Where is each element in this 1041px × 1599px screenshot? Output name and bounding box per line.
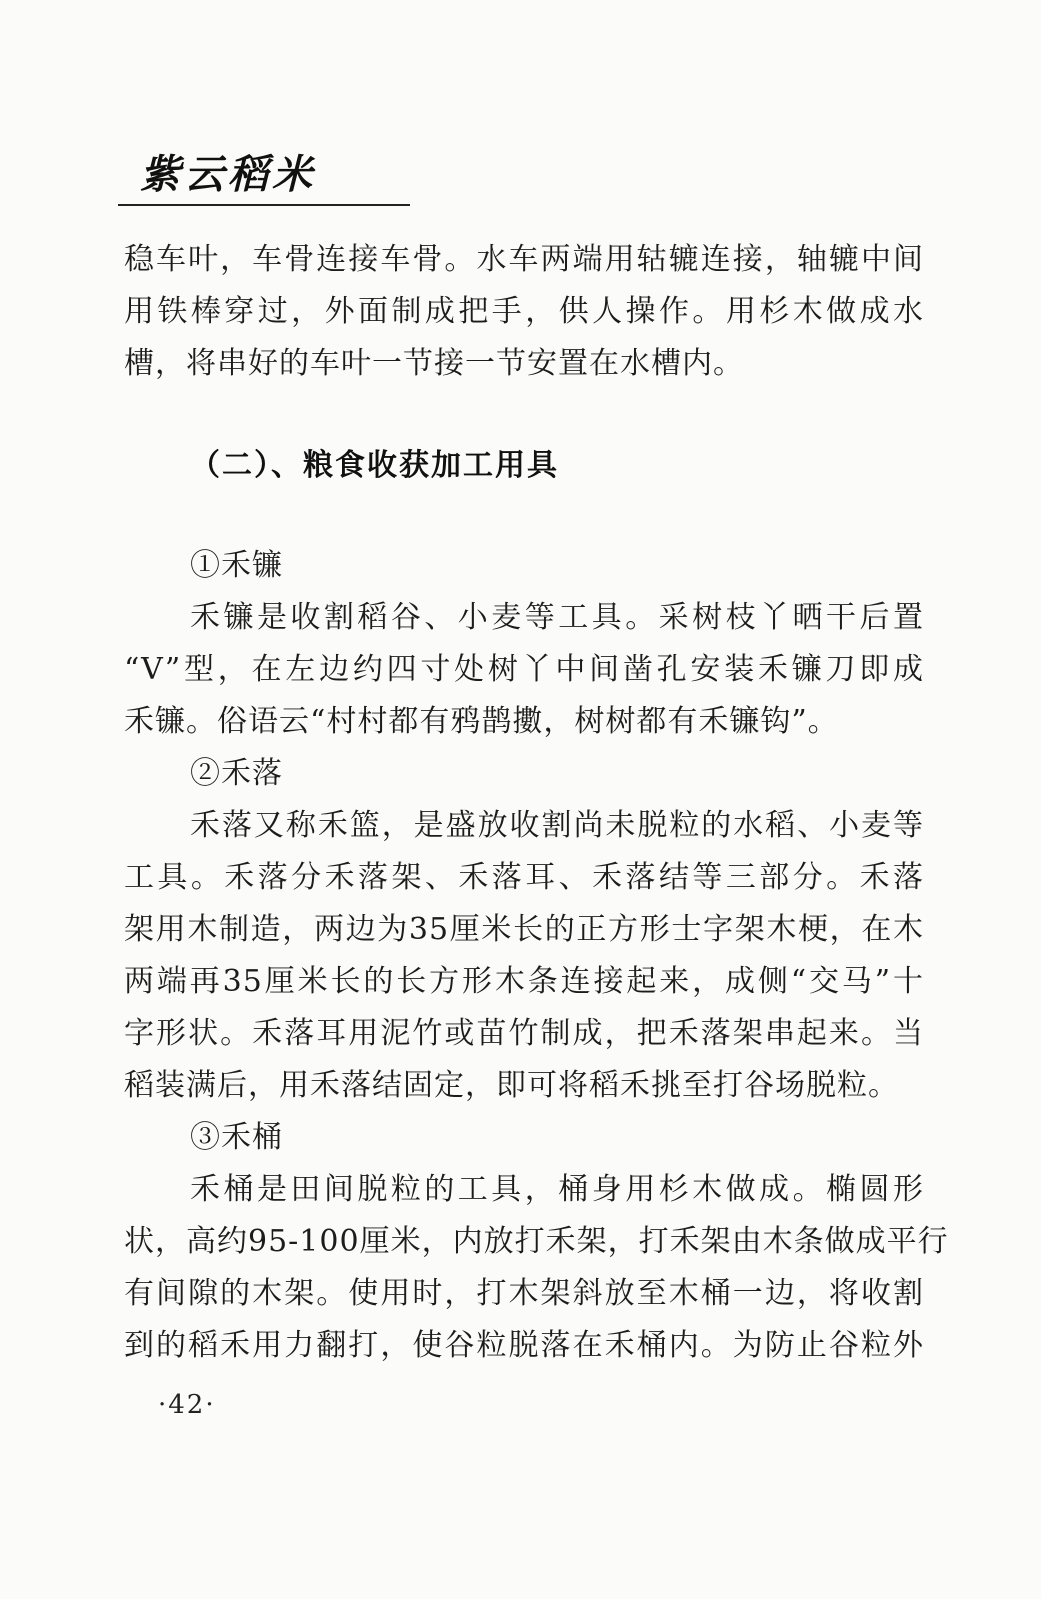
section-heading: （二）、粮食收获加工用具	[190, 448, 559, 483]
text-line: 架用木制造，两边为35厘米长的正方形士字架木梗，在木	[124, 912, 924, 947]
text-line: 字形状。禾落耳用泥竹或苗竹制成，把禾落架串起来。当	[124, 1016, 924, 1051]
text-line: 稻装满后，用禾落结固定，即可将稻禾挑至打谷场脱粒。	[124, 1068, 899, 1103]
text-line: 状，高约95-100厘米，内放打禾架，打禾架由木条做成平行	[124, 1224, 949, 1259]
text-line: 到的稻禾用力翻打，使谷粒脱落在禾桶内。为防止谷粒外	[124, 1328, 924, 1363]
text-line: 用铁棒穿过，外面制成把手，供人操作。用杉木做成水	[124, 294, 924, 329]
header-title: 紫云稻米	[140, 151, 316, 198]
text-line: 稳车叶，车骨连接车骨。水车两端用轱辘连接，轴辘中间	[124, 242, 924, 277]
item-title-helian: ①禾镰	[190, 548, 283, 583]
text-line: 工具。禾落分禾落架、禾落耳、禾落结等三部分。禾落	[124, 860, 924, 895]
page-number: ·42·	[158, 1390, 216, 1420]
text-line: “V”型，在左边约四寸处树丫中间凿孔安装禾镰刀即成	[124, 652, 924, 687]
intro-paragraph	[124, 234, 924, 390]
item-title-heluo: ②禾落	[190, 756, 283, 791]
text-line: 禾落又称禾篮，是盛放收割尚未脱粒的水稻、小麦等	[190, 808, 924, 843]
item-title-hetong: ③禾桶	[190, 1120, 283, 1155]
text-line: 有间隙的木架。使用时，打木架斜放至木桶一边，将收割	[124, 1276, 924, 1311]
text-line: 两端再35厘米长的长方形木条连接起来，成侧“交马”十	[124, 964, 924, 999]
running-header	[118, 150, 410, 206]
text-line: 禾镰。俗语云“村村都有鸦鹊擻，树树都有禾镰钩”。	[124, 704, 839, 739]
text-line: 槽，将串好的车叶一节接一节安置在水槽内。	[124, 346, 744, 381]
text-line: 禾镰是收割稻谷、小麦等工具。采树枝丫晒干后置	[190, 600, 924, 635]
text-line: 禾桶是田间脱粒的工具，桶身用杉木做成。椭圆形	[190, 1172, 924, 1207]
items-block	[124, 540, 949, 1372]
header-rule	[118, 204, 410, 206]
